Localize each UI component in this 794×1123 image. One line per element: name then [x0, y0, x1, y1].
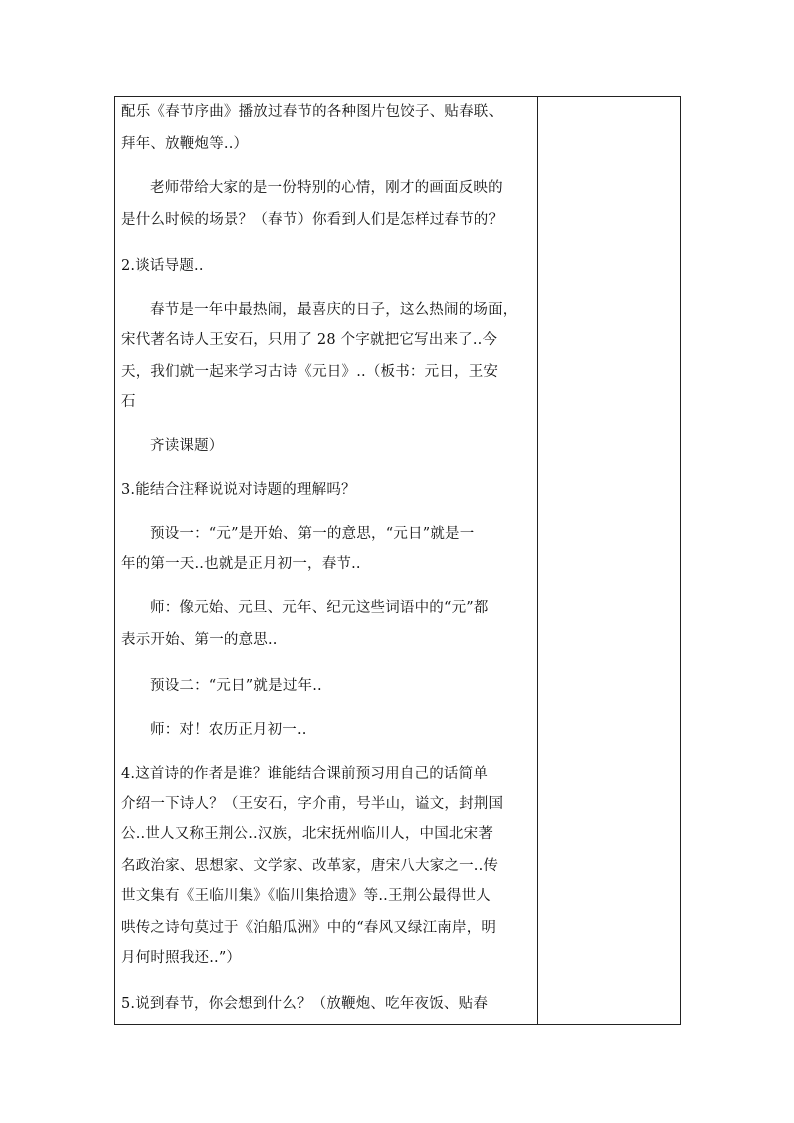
text-line: 预设二：“元日”就是过年.. — [150, 678, 322, 694]
text-line: 4.这首诗的作者是谁？谁能结合课前预习用自己的话简单 — [121, 766, 489, 782]
text-line: 3.能结合注释说说对诗题的理解吗？ — [121, 482, 356, 498]
text-line: 春节是一年中最热闹，最喜庆的日子，这么热闹的场面， — [150, 302, 518, 318]
text-line: 世文集有《王临川集》《临川集拾遗》等..王荆公最得世人 — [121, 888, 491, 904]
text-line: 天，我们就一起来学习古诗《元日》..（板书：元日，王安 — [121, 364, 499, 380]
lesson-content-cell — [115, 97, 537, 1024]
text-line: 石 — [121, 394, 136, 410]
text-line: 师：像元始、元旦、元年、纪元这些词语中的“元”都 — [150, 600, 489, 616]
text-line: 配乐《春节序曲》播放过春节的各种图片包饺子、贴春联、 — [121, 104, 504, 120]
text-line: 宋代著名诗人王安石，只用了 28 个字就把它写出来了..今 — [121, 332, 498, 348]
text-line: 师：对！农历正月初一.. — [150, 722, 307, 738]
text-line: 2.谈话导题.. — [121, 258, 204, 274]
text-line: 老师带给大家的是一份特别的心情，刚才的画面反映的 — [150, 180, 503, 196]
text-line: 5.说到春节，你会想到什么？（放鞭炮、吃年夜饭、贴春 — [121, 996, 489, 1012]
text-line: 齐读课题） — [150, 438, 224, 454]
text-line: 介绍一下诗人？（王安石，字介甫，号半山，谥文，封荆国 — [121, 796, 504, 812]
text-line: 表示开始、第一的意思.. — [121, 632, 278, 648]
text-line: 名政治家、思想家、文学家、改革家，唐宋八大家之一..传 — [121, 858, 499, 874]
text-line: 预设一：“元”是开始、第一的意思，“元日”就是一 — [150, 526, 475, 542]
lesson-table — [114, 96, 681, 1025]
text-line: 公..世人又称王荆公..汉族，北宋抚州临川人，中国北宋著 — [121, 826, 494, 842]
text-line: 年的第一天..也就是正月初一，春节.. — [121, 556, 361, 572]
text-line: 月何时照我还..”） — [121, 950, 242, 966]
text-line: 是什么时候的场景？（春节）你看到人们是怎样过春节的？ — [121, 212, 504, 228]
text-line: 拜年、放鞭炮等..） — [121, 136, 249, 152]
notes-cell — [538, 97, 680, 1024]
text-line: 哄传之诗句莫过于《泊船瓜洲》中的“春风又绿江南岸，明 — [121, 920, 497, 936]
